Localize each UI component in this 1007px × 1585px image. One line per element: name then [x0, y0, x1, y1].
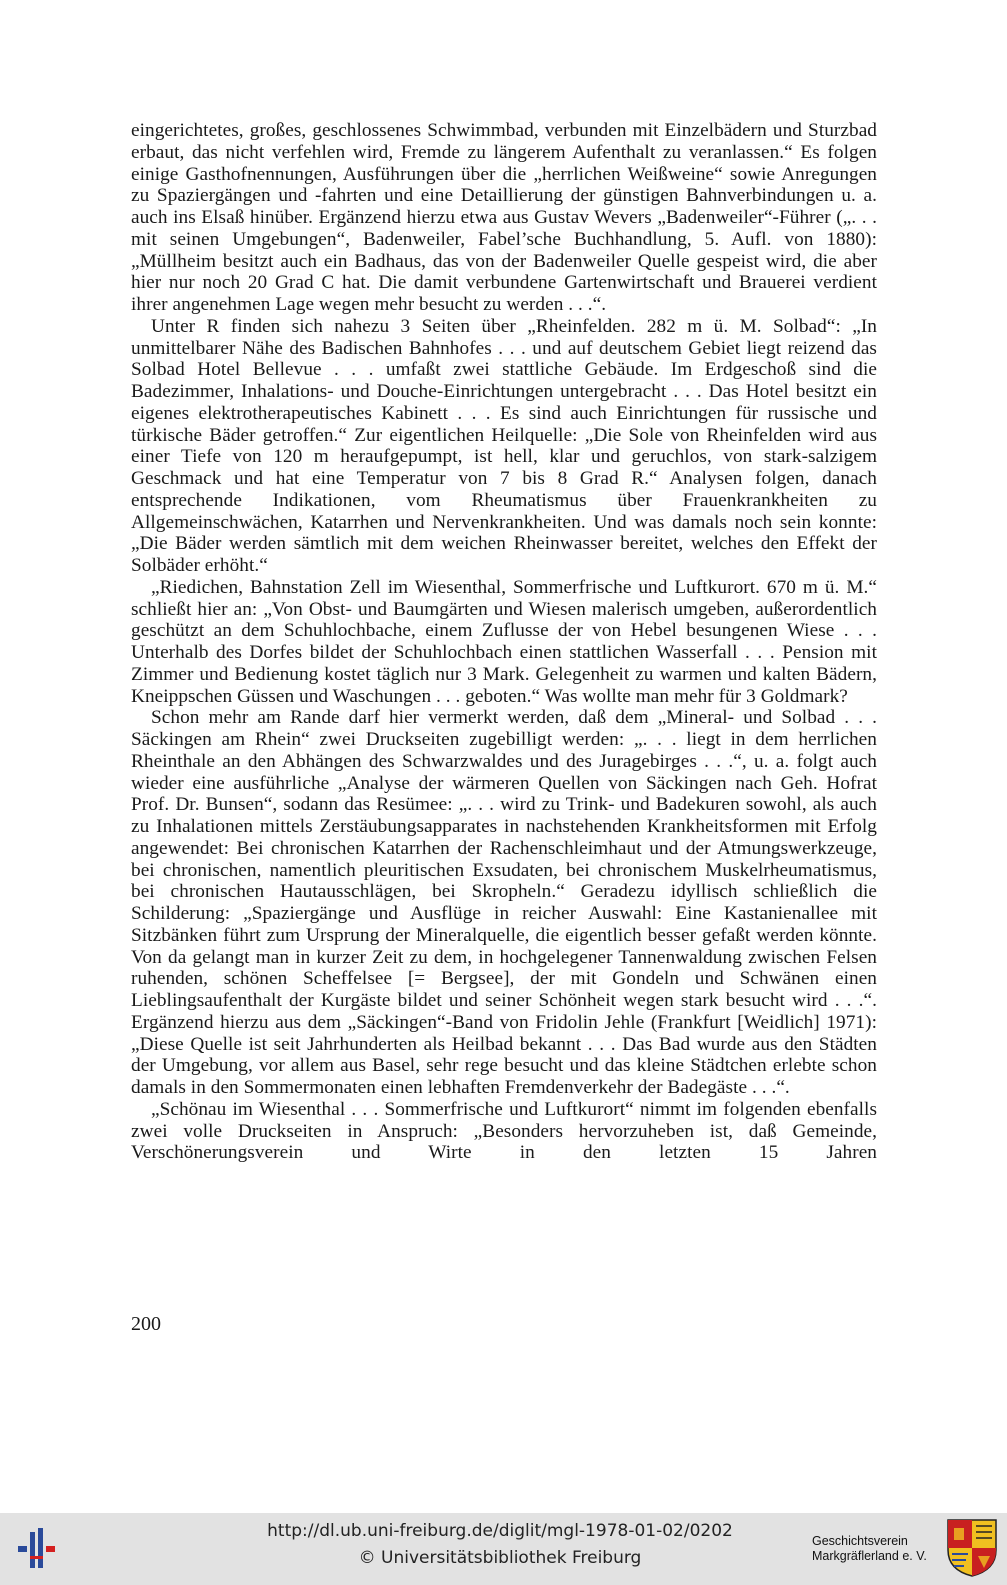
- society-name-line2: Markgräflerland e. V.: [812, 1549, 927, 1563]
- page-body: [131, 120, 877, 1164]
- page-number: 200: [131, 1313, 161, 1335]
- paragraph-4: Schon mehr am Rande darf hier vermerkt werden, daß dem „Mineral- und Solbad . . . Säckingen am Rhein“ zwei Druckseiten zugebilligt werden: „. . . liegt in dem herrlichen Rheinthale an den Abhängen des Schwarzwaldes und des Juragebirges . . .“, u. a. folgt auch wieder eine ausführliche „Analyse der wärmeren Quellen von Säckingen nach Geh. Hofrat Prof. Dr. Bunsen“, sodann das Resümee: „. . . wird zu Trink- und Badekuren sowohl, als auch zu Inhalationen mittels Zerstäubungsapparates in nachstehenden Krankheitsformen mit Erfolg angewendet: Bei chronischen Katarrhen der Rachenschleimhaut und der Atmungswerkzeuge, bei chronischen, namentlich pleuritischen Exsudaten, bei chronischem Muskelrheumatismus, bei chronischen Hautausschlägen, bei Skropheln.“ Geradezu idyllisch schließlich die Schilderung: „Spaziergänge und Ausflüge in reicher Auswahl: Eine Kastanienallee mit Sitzbänken führt zum Ursprung der Mineralquelle, die eigentlich besser gefaßt werden könnte. Von da gelangt man in kurzer Zeit zu dem, in hochgelegener Tannenwaldung zwischen Felsen ruhenden, schönen Scheffelsee [= Bergsee], der mit Gondeln und Schwänen einen Lieblingsaufenthalt der Kurgäste bildet und seiner Schönheit wegen stark besucht wird . . .“. Ergänzend hierzu aus dem „Säckingen“-Band von Fridolin Jehle (Frankfurt [Weidlich] 1971): „Diese Quelle ist seit Jahrhunderten als Heilbad bekannt . . . Das Bad wurde aus den Städten der Umgebung, vor allem aus Basel, sehr rege besucht und das kleine Städtchen erlebte schon damals in den Sommermonaten einen lebhaften Fremdenverkehr der Badegäste . . .“.: [131, 707, 877, 1098]
- society-crest-icon[interactable]: [946, 1518, 998, 1578]
- university-library-logo-icon[interactable]: [12, 1524, 62, 1574]
- paragraph-1: eingerichtetes, großes, geschlossenes Schwimmbad, verbunden mit Einzelbädern und Sturzbad erbaut, das nicht verfehlen wird, Fremde zu längerem Aufenthalt zu veranlassen.“ Es folgen einige Gasthofnennungen, Ausführungen über die „herrlichen Weißweine“ sowie Anregungen zu Spaziergängen und -fahrten und eine Detaillierung der günstigen Bahnverbindungen u. a. auch ins Elsaß hinüber. Ergänzend hierzu etwa aus Gustav Wevers „Badenweiler“-Führer („. . . mit seinen Umgebungen“, Badenweiler, Fabel’sche Buchhandlung, 5. Aufl. von 1880): „Müllheim besitzt auch ein Badhaus, das von der Badenweiler Quelle gespeist wird, die aber hier nur noch 20 Grad C hat. Die damit verbundene Gartenwirtschaft und Brauerei verdient ihrer angenehmen Lage wegen mehr besucht zu werden . . .“.: [131, 120, 877, 315]
- paragraph-3: „Riedichen, Bahnstation Zell im Wiesenthal, Sommerfrische und Luftkurort. 670 m ü. M.“ schließt hier an: „Von Obst- und Baumgärten und Wiesen malerisch umgeben, außerordentlich geschützt an dem Schuhlochbache, einem Zuflusse der von Hebel besungenen Wiese . . . Unterhalb des Dorfes bildet der Schuhlochbach einen stattlichen Wasserfall . . . Pension mit Zimmer und Bedienung kostet täglich nur 3 Mark. Gelegenheit zu warmen und kalten Bädern, Kneippschen Güssen und Waschungen . . . geboten.“ Was wollte man mehr für 3 Goldmark?: [131, 576, 877, 707]
- footer-copyright: © Universitätsbibliothek Freiburg: [358, 1548, 642, 1568]
- paragraph-2: Unter R finden sich nahezu 3 Seiten über „Rheinfelden. 282 m ü. M. Solbad“: „In unmittelbarer Nähe des Badischen Bahnhofes . . . und auf deutschem Gebiet liegt reizend das Solbad Hotel Bellevue . . . umfaßt zwei stattliche Gebäude. Im Erdgeschoß sind die Badezimmer, Inhalations- und Douche-Einrichtungen untergebracht . . . Das Hotel besitzt ein eigenes elektrotherapeutisches Kabinett . . . Es sind auch Einrichtungen für russische und türkische Bäder getroffen.“ Zur eigentlichen Heilquelle: „Die Sole von Rheinfelden wird aus einer Tiefe von 120 m heraufgepumpt, ist hell, klar und geruchlos, von stark-salzigem Geschmack und hat eine Temperatur von 7 bis 8 Grad R.“ Analysen folgen, danach entsprechende Indikationen, vom Rheumatismus über Frauenkrankheiten zu Allgemeinschwächen, Katarrhen und Nervenkrankheiten. Und was damals noch sein konnte: „Die Bäder werden sämtlich mit dem weichen Rheinwasser bereitet, welches den Effekt der Solbäder erhöht.“: [131, 315, 877, 576]
- paragraph-5: „Schönau im Wiesenthal . . . Sommerfrische und Luftkurort“ nimmt im folgenden ebenfalls zwei volle Druckseiten in Anspruch: „Besonders hervorzuheben ist, daß Gemeinde, Verschönerungsverein und Wirte in den letzten 15 Jahren: [131, 1098, 877, 1164]
- society-name-line1: Geschichtsverein: [812, 1534, 908, 1548]
- footer-url-link[interactable]: http://dl.ub.uni-freiburg.de/diglit/mgl-1978-01-02/0202: [267, 1521, 733, 1541]
- society-name: [812, 1534, 940, 1564]
